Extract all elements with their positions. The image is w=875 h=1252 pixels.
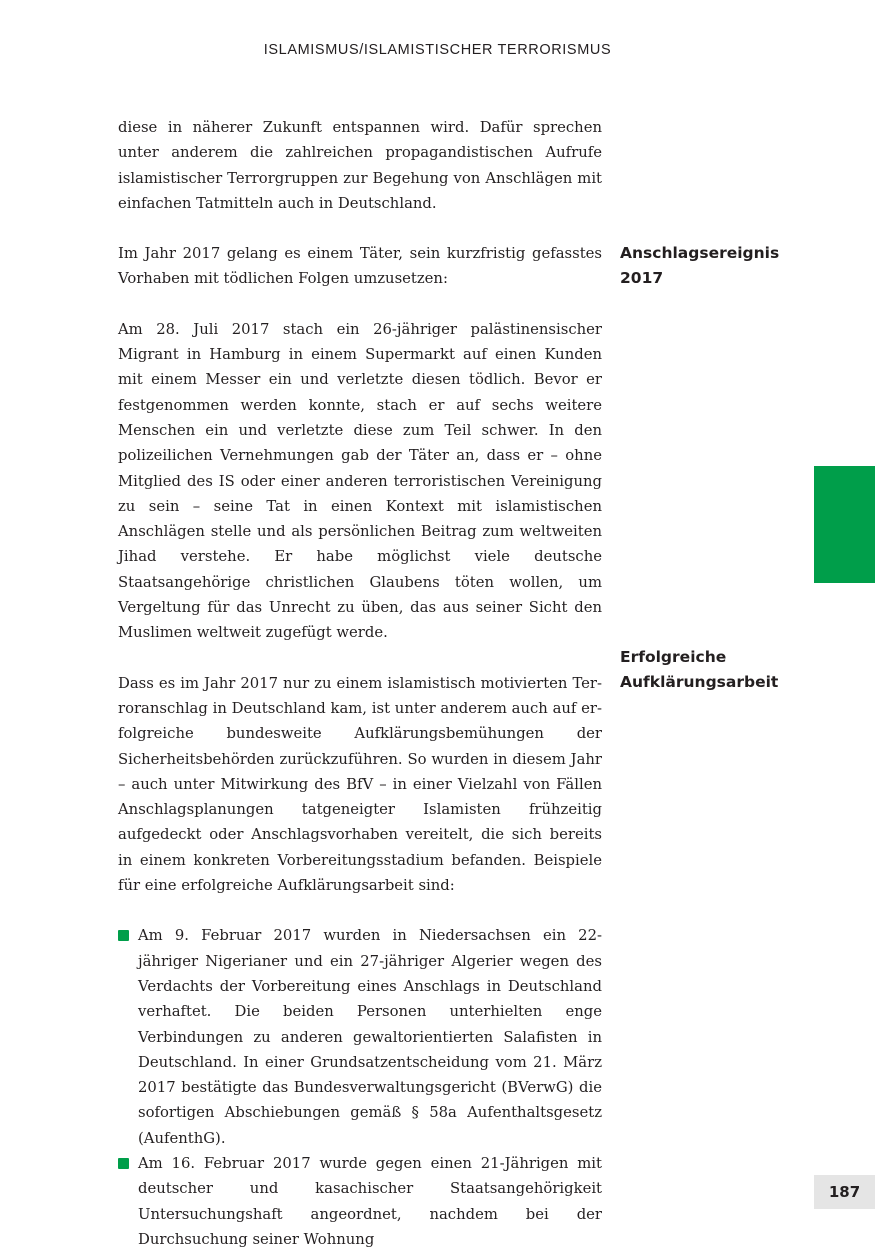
- page-number: 187: [828, 1183, 861, 1201]
- running-header: ISLAMISMUS/ISLAMISTISCHER TERRORISMUS: [263, 42, 612, 58]
- green-chapter-tab: [814, 466, 875, 583]
- paragraph-attack-2017-intro: Im Jahr 2017 gelang es einem Täter, sein kurzfristig gefasstes Vorhaben mit tödlichen Folgen umzusetzen:: [118, 245, 602, 288]
- page-number-box: [814, 1175, 875, 1209]
- paragraph-hamburg-attack: Am 28. Juli 2017 stach ein 26-jähriger palästinensischer Migrant in Hamburg in einem Supermarkt auf einen Kunden mit einem Messer ein und verletzte diesen tödlich. Bevor er festgenommen werden konnte, stach er auf sechs weitere Menschen ein und verletzte diese zum Teil schwer. In den polizeilichen Vernehmungen gab der Täter an, dass er – ohne Mitglied des IS oder einer anderen terroristischen Vereinigung zu sein – seine Tat in einen Kontext mit islamistischen Anschlägen stelle und als persönlichen Beitrag zum weltweiten Jihad verstehe. Er habe möglichst viele deutsche Staatsangehörige christlichen Glaubens töten wollen, um Vergeltung für das Unrecht zu üben, das aus seiner Sicht den Muslimen weltweit zugefügt werde.: [118, 320, 602, 642]
- paragraph-successful-investigation: Dass es im Jahr 2017 nur zu einem islamistisch motivierten Terroranschlag in Deutschland kam, ist unter anderem auch auf erfolgreiche bundesweite Aufklärungsbemühungen der Sicherheitsbehörden zurückzuführen. So wurden in diesem Jahr – auch unter Mitwirkung des BfV – in einer Vielzahl von Fällen Anschlagsplanungen tatgeneigter Islamisten frühzeitig aufgedeckt oder Anschlagsvorhaben vereitelt, die sich bereits in einem konkreten Vorbereitungsstadium befanden. Beispiele für eine erfolgreiche Aufklärungsarbeit sind:: [118, 674, 602, 895]
- paragraph-intro-continuation: diese in näherer Zukunft entspannen wird. Dafür sprechen unter anderem die zahlreichen propagandistischen Aufrufe islamistischer Terrorgruppen zur Begehung von Anschlägen mit einfachen Tatmitteln auch in Deutschland.: [118, 119, 602, 212]
- margin-note-anschlagsereignis: Anschlagsereignis 2017: [620, 244, 780, 288]
- examples-bullet-list: [118, 923, 602, 1252]
- list-item: [118, 923, 602, 1151]
- green-square-bullet-icon: [118, 1158, 129, 1169]
- list-item-text: Am 9. Februar 2017 wurden in Niedersachsen ein 22-jähriger Nigerianer und ein 27-jähriger Algerier wegen des Verdachts der Vorbereitung eines Anschlags in Deutschland verhaftet. Die beiden Personen unterhielten enge Verbindungen zu anderen gewaltorientierten Salafisten in Deutschland. In einer Grundsatzentscheidung vom 21. März 2017 bestätigte das Bundesverwaltungsgericht (BVerwG) die sofortigen Abschiebungen gemäß § 58a Aufenthaltsgesetz (AufenthG).: [138, 927, 602, 1147]
- green-square-bullet-icon: [118, 930, 129, 941]
- list-item: [118, 1151, 602, 1252]
- main-text-column: [118, 115, 602, 1252]
- list-item-text: Am 16. Februar 2017 wurde gegen einen 21-Jährigen mit deutscher und kasachischer Staatsangehörigkeit Untersuchungshaft angeordnet, nachdem bei der Durchsuchung seiner Wohnung: [138, 1154, 602, 1248]
- margin-note-aufklaerungsarbeit: Erfolgreiche Aufklärungsarbeit: [620, 648, 779, 692]
